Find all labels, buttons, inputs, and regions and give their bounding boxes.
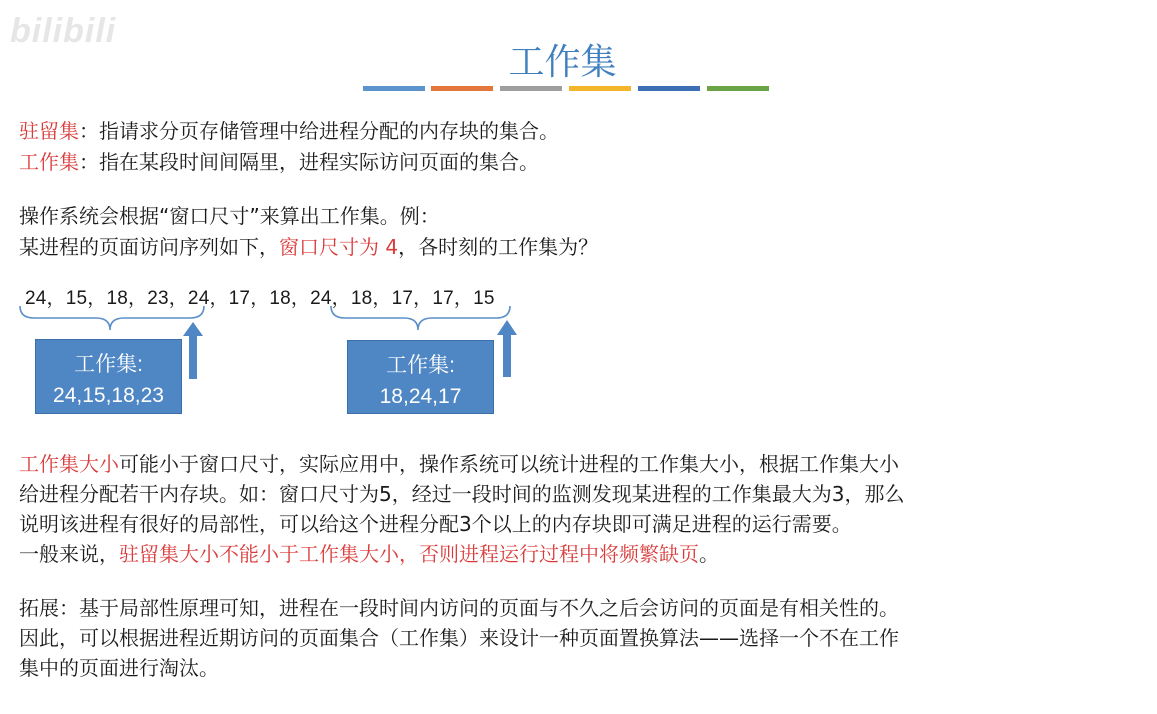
working-set-desc: ：指在某段时间间隔里，进程实际访问页面的集合。: [79, 150, 539, 174]
size-paragraph-line-3: 说明该进程有很好的局部性，可以给这个进程分配3个以上的内存块即可满足进程的运行需要。: [19, 512, 852, 536]
example-intro: 操作系统会根据“窗口尺寸”来算出工作集。例：: [19, 204, 440, 228]
working-set-size-term: 工作集大小: [19, 452, 119, 476]
box-label: 工作集:: [386, 354, 455, 377]
size-line-1-rest: 可能小于窗口尺寸，实际应用中，操作系统可以统计进程的工作集大小，根据工作集大小: [119, 452, 899, 476]
question-suffix: ，各时刻的工作集为？: [398, 235, 599, 259]
up-arrow-icon: [183, 322, 203, 379]
window-bracket-2: [331, 306, 510, 330]
watermark-logo: bilibili: [10, 12, 117, 50]
page-access-sequence: 24，15，18，23，24，17，18，24，18，17，17，15: [25, 288, 495, 309]
slide-title: 工作集: [508, 42, 617, 83]
working-set-box-2: [347, 340, 494, 414]
window-size-highlight: 窗口尺寸为 4: [279, 235, 399, 259]
resident-set-desc: ：指请求分页存储管理中给进程分配的内存块的集合。: [79, 119, 559, 143]
line-4-prefix: 一般来说，: [19, 542, 119, 566]
box-label: 工作集:: [74, 353, 143, 376]
working-set-box-1: [35, 339, 182, 414]
box-value: 24,15,18,23: [53, 384, 164, 407]
extension-line-1: 拓展：基于局部性原理可知，进程在一段时间内访问的页面与不久之后会访问的页面是有相关性的。: [19, 596, 899, 620]
resident-set-term: 驻留集: [19, 119, 79, 143]
size-paragraph-line-2: 给进程分配若干内存块。如：窗口尺寸为5，经过一段时间的监测发现某进程的工作集最大为3，那么: [19, 482, 905, 506]
up-arrow-icon: [497, 320, 517, 377]
size-paragraph-line-4: [19, 541, 719, 567]
size-paragraph-line-1: [19, 451, 899, 477]
working-set-term: 工作集: [19, 150, 79, 174]
line-4-suffix: 。: [699, 542, 719, 566]
box-value: 18,24,17: [379, 385, 462, 408]
extension-line-3: 集中的页面进行淘汰。: [19, 656, 219, 680]
window-bracket-1: [20, 306, 204, 330]
question-prefix: 某进程的页面访问序列如下，: [19, 235, 279, 259]
extension-line-2: 因此，可以根据进程近期访问的页面集合（工作集）来设计一种页面置换算法——选择一个不在工作: [19, 626, 899, 650]
resident-vs-working-highlight: 驻留集大小不能小于工作集大小，否则进程运行过程中将频繁缺页: [119, 542, 699, 566]
